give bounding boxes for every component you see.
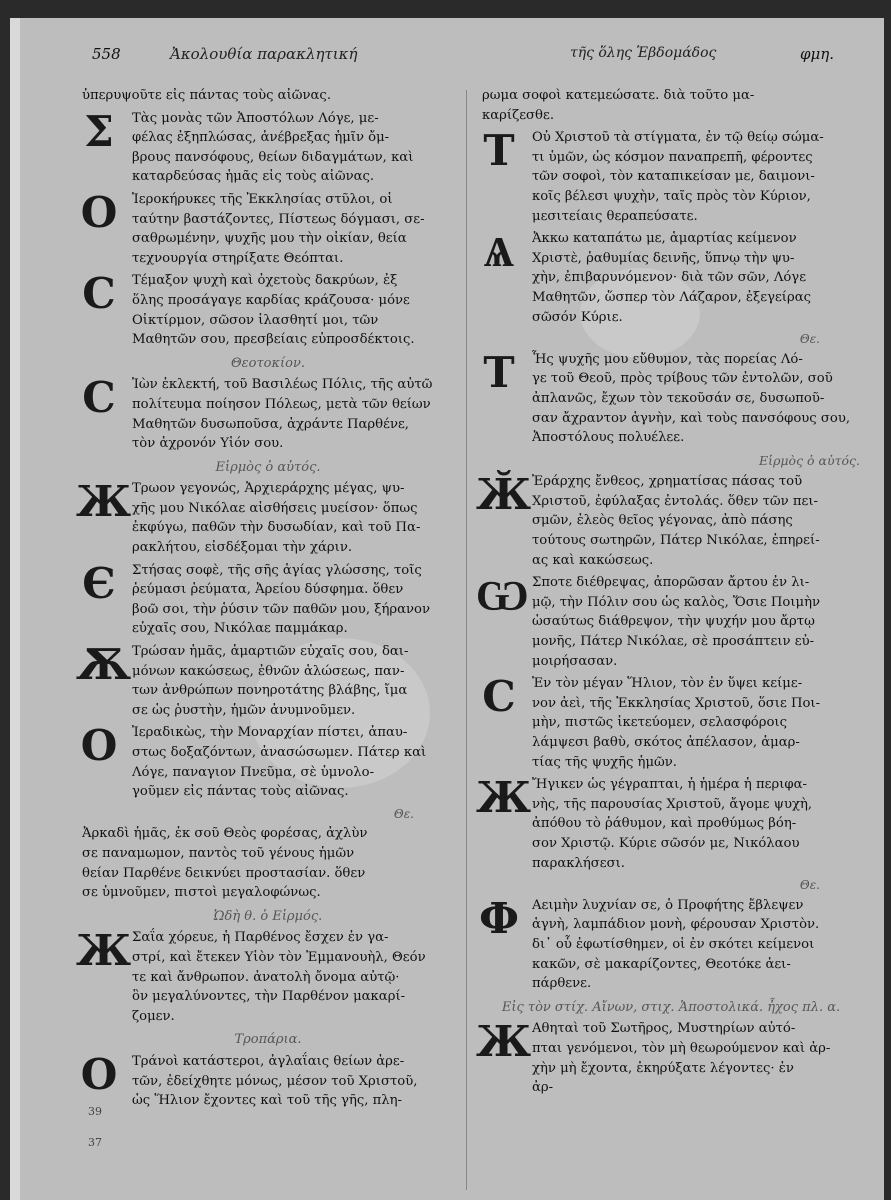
text-line: Ἤγικεν ὡς γέγραπται, ἡ ἡμέρα ἡ περιφα-	[532, 777, 807, 793]
text-line: θείαν Παρθένε δεικνύει προστασίαν. ὅθεν	[82, 865, 366, 881]
section-heading: Ὠδὴ θ. ὁ Εἱρμός.	[213, 908, 323, 924]
text-line: κοῖς βέλεσι ψυχὴν, ταῖς πρὸς τὸν Κύριον,	[532, 188, 811, 204]
page-number-left: 558	[92, 45, 121, 63]
text-line: τεχνουργία στηρίξατε Θεόπται.	[132, 250, 344, 266]
text-line: Λόγε, παναγιον Πνεῦμα, σὲ ὑμνολο-	[132, 764, 375, 780]
text-line: σῶσόν Κύριε.	[532, 309, 623, 325]
theotokion-marker: Θε.	[393, 806, 414, 821]
hymn-stanza	[482, 128, 860, 226]
text-line: ταύτην βαστάζοντες, Πίστεως δόγμασι, σε-	[132, 211, 425, 227]
text-line: παρακλήσεσι.	[532, 855, 625, 871]
text-line: στρί, καὶ ἔτεκεν Υἱὸν τὸν Ἐμμανουὴλ, Θεόν	[132, 949, 426, 965]
section-heading: Θεοτοκίον.	[231, 355, 305, 371]
drop-capital: Є	[82, 558, 116, 608]
text-line: σαν ἄχραντον ἁγνὴν, καὶ τοὺς πανσόφους σου,	[532, 410, 851, 426]
text-line: μοιρήσασαν.	[532, 653, 618, 669]
text-line: πται γενόμενοι, τὸν μὴ θεωρούμενον καὶ ἀρ-	[532, 1040, 831, 1056]
text-line: σε ὑμνοῦμεν, πιστοὶ μεγαλοφώνως.	[82, 885, 321, 901]
text-line: Στήσας σοφὲ, τῆς σῆς ἁγίας γλώσσης, τοῖς	[132, 562, 422, 578]
text-line: τι ὑμῶν, ὡς κόσμον παναπρεπῆ, φέροντες	[532, 149, 813, 165]
text-line: βρους πανσόφους, θείων διδαγμάτων, καὶ	[132, 149, 414, 165]
text-line: ὅλης προσάγαγε καρδίας κράζουσα· μόνε	[132, 292, 410, 308]
theotokion-marker: Θε.	[799, 332, 820, 347]
text-line: στως δοξαζόντων, ἀνασώσωμεν. Πάτερ καὶ	[132, 745, 427, 760]
text-line: Τρώσαν ἡμᾶς, ἁμαρτιῶν εὐχαῖς σου, δαι-	[132, 644, 409, 660]
text-line: Ἐν τὸν μέγαν Ἥλιον, τὸν ἐν ὕψει κείμε-	[532, 676, 803, 692]
theotokion-marker: Θε.	[799, 878, 820, 893]
text-line: Ἀποστόλους πολυέλεε.	[532, 430, 685, 446]
text-line: ζομεν.	[132, 1008, 175, 1024]
text-line: σον Χριστῷ. Κύριε σῶσόν με, Νικόλαου	[532, 835, 800, 851]
text-line: καρίζεσθε.	[482, 107, 555, 123]
margin-note: 39	[88, 1105, 102, 1118]
text-line: Χριστοῦ, ἐφύλαξας ἐντολάς. ὅθεν τῶν πει-	[532, 493, 818, 509]
text-line: ῥεύμασι ῥεύματα, Ἀρείου δύσφημα. ὅθεν	[132, 582, 404, 598]
drop-capital: Ϲ	[82, 269, 116, 319]
text-line: τίας τῆς ψυχῆς ἡμῶν.	[532, 754, 677, 770]
text-line: Σαΐα χόρευε, ἡ Παρθένος ἔσχεν ἐν γα-	[132, 930, 389, 946]
text-line: Οἰκτίρμον, σῶσον ἱλασθητί μοι, τῶν	[132, 312, 379, 328]
drop-capital: Ϲ	[482, 672, 516, 722]
text-line: Ἀκκω καταπάτω με, ἁμαρτίας κείμενον	[532, 231, 797, 247]
text-line: σαθρωμένην, ψυχῆς μου τὴν οἰκίαν, θεία	[132, 231, 407, 247]
text-line: Μαθητῶν, ὥσπερ τὸν Λάζαρον, ἐξεγείρας	[532, 289, 812, 305]
margin-note: 37	[88, 1136, 102, 1149]
page-number-right: φμη.	[800, 45, 835, 63]
text-line: Σποτε διέθρεψας, ἀπορῶσαν ἄρτου ἐν λι-	[532, 575, 810, 591]
text-line: τὸν ἀχρονόν Υἱόν σου.	[132, 436, 284, 452]
hymn-stanza	[80, 187, 454, 268]
text-line: γοῦμεν εἰς πάντας τοὺς αἰῶνας.	[132, 784, 349, 800]
page-header	[0, 45, 891, 75]
text-line: Τέμαξον ψυχὴ καὶ ὀχετοὺς δακρύων, ἐξ	[132, 273, 398, 289]
drop-capital: Ο	[80, 187, 118, 237]
section-heading: Εἰς τὸν στίχ. Αἴνων, στιχ. Ἀποστολικά. ἦχος πλ. α.	[501, 999, 841, 1015]
text-line: ὡς Ἥλιον ἔχοντες καὶ τοῦ τῆς γῆς, πλη-	[132, 1093, 402, 1109]
drop-capital: Ѧ	[483, 227, 515, 277]
drop-capital: Ϲ	[82, 373, 116, 423]
text-line: ὃν μεγαλύνοντες, τὴν Παρθένον μακαρί-	[132, 989, 406, 1005]
text-line: μῷ, τὴν Πόλιν σου ὡς καλὸς, Ὅσιε Ποιμὴν	[532, 594, 820, 610]
text-line: πάρθενε.	[532, 976, 592, 992]
drop-capital: Τ	[483, 347, 515, 397]
text-line: Αειμὴν λυχνίαν σε, ὁ Προφήτης ἔβλεψεν	[532, 897, 804, 913]
hymn-stanza	[482, 347, 860, 448]
text-line: Αθηταὶ τοῦ Σωτῆρος, Μυστηρίων αὐτό-	[532, 1021, 796, 1037]
hymn-stanza	[76, 926, 454, 1026]
drop-capital: Σ	[84, 106, 114, 156]
text-line: Ἰὼν ἐκλεκτή, τοῦ Βασιλέως Πόλις, τῆς αὐτῶ	[132, 377, 433, 393]
hymn-stanza	[476, 571, 860, 671]
running-title-left: Ἀκολουθία παρακλητική	[170, 45, 358, 63]
text-line: Ἱεροκήρυκες τῆς Ἐκκλησίας στῦλοι, οἱ	[132, 191, 393, 207]
hymn-stanza	[82, 106, 454, 187]
drop-capital: Ж	[76, 926, 132, 976]
drop-capital: Ж	[476, 1017, 532, 1067]
hymn-stanza	[482, 674, 860, 772]
text-line: νὴς, τῆς παρουσίας Χριστοῦ, ἄγομε ψυχὴ,	[532, 796, 813, 812]
hymn-stanza	[482, 229, 860, 327]
text-line: ὑπερυψοῦτε εἰς πάντας τοὺς αἰῶνας.	[82, 88, 332, 103]
text-line: μόνων κακώσεως, ἐθνῶν ἁλώσεως, παν-	[132, 663, 405, 679]
text-line: Μαθητῶν δυσωποῦσα, ἀχράντε Παρθένε,	[132, 416, 409, 432]
drop-capital: Ж	[76, 477, 132, 527]
text-line: γε τοῦ Θεοῦ, πρὸς τρίβους τῶν ἐντολῶν, σοῦ	[532, 371, 833, 387]
text-line: καταρδεύσας ἡμᾶς εἰς τοὺς αἰῶνας.	[132, 169, 375, 185]
left-column	[76, 86, 454, 1114]
hymn-stanza	[476, 773, 860, 873]
text-line: Ἱεραδικὼς, τὴν Μοναρχίαν πίστει, ἀπαυ-	[132, 725, 408, 741]
text-line: τῶν, ἐδείχθητε μόνως, μέσον τοῦ Χριστοῦ,	[132, 1073, 418, 1089]
text-line: Χριστὲ, ῥαθυμίας δεινῆς, ὕπνῳ τὴν ψυ-	[532, 250, 795, 266]
text-line: εὐχαῖς σου, Νικόλαε παμμάκαρ.	[132, 621, 348, 637]
drop-capital: Ο	[80, 1049, 118, 1099]
drop-capital: Ο	[80, 721, 118, 771]
drop-capital: Ж	[476, 773, 532, 823]
text-line: σε ὡς ῥυστὴν, ἡμῶν ἀνυμνοῦμεν.	[132, 702, 356, 718]
text-line: τε καὶ ἄνθρωπον. ἀνατολὴ ὄνομα αὐτῷ·	[132, 969, 400, 985]
hymn-stanza	[476, 470, 860, 570]
text-line: ρακλήτου, εἰσδέξομαι τὴν χάριν.	[132, 540, 353, 556]
running-title-right: τῆς ὅλης Ἑβδομάδος	[570, 45, 717, 61]
text-line: ἐκφύγω, παθῶν τὴν δυσωδίαν, καὶ τοῦ Πα-	[132, 520, 421, 536]
hymn-stanza	[82, 558, 454, 639]
text-line: Ἐράρχης ἔνθεος, χρηματίσας πάσας τοῦ	[532, 474, 803, 490]
hymn-stanza	[76, 477, 454, 557]
text-line: Ἧς ψυχῆς μου εὔθυμον, τὰς πορείας Λό-	[532, 351, 803, 367]
text-line: μὴν, πιστῶς ἱκετεύομεν, σελασφόροις	[532, 715, 787, 731]
hymn-stanza	[482, 86, 860, 125]
hymn-stanza	[80, 1049, 454, 1111]
hymn-stanza	[82, 824, 454, 902]
text-line: χὴν μὴ ἔχοντα, ἐκηρύξατε λέγοντες· ἐν	[532, 1060, 794, 1076]
drop-capital: Ӂ	[476, 470, 532, 520]
text-line: ρωμα σοφοὶ κατεμεώσατε. διὰ τοῦτο μα-	[482, 88, 755, 103]
hymn-stanza	[82, 271, 454, 349]
text-line: ἀπλανῶς, ἔχων τὸν τεκοῦσάν σε, δυσωποῦ-	[532, 390, 825, 406]
drop-capital: Ѡ	[476, 571, 529, 621]
text-line: μεσιτείαις θεραπεύσατε.	[532, 208, 698, 224]
drop-capital: Ф	[479, 893, 519, 943]
hymn-stanza	[82, 375, 454, 453]
text-line: βοῶ σοι, τὴν ῥύσιν τῶν παθῶν μου, ξήρανον	[132, 601, 431, 617]
text-line: σμῶν, ἐλεὸς θεῖος γέγονας, ἀπὸ πάσης	[532, 513, 793, 529]
text-line: Οὐ Χριστοῦ τὰ στίγματα, ἐν τῷ θείῳ σώμα-	[532, 130, 824, 146]
text-line: λάμψεσι βαθὺ, σκότος ἀπέλασον, ἁμαρ-	[532, 735, 800, 750]
text-line: νον ἀεὶ, τῆς Ἐκκλησίας Χριστοῦ, ὅσιε Ποι-	[532, 695, 821, 711]
text-line: μονῆς, Πάτερ Νικόλαε, σὲ προσάπτειν εὐ-	[532, 634, 815, 650]
hymn-stanza	[476, 1017, 860, 1097]
section-heading: Εἱρμὸς ὁ αὐτός.	[215, 459, 321, 475]
column-divider	[466, 90, 467, 1190]
text-line: ας καὶ κακώσεως.	[532, 552, 654, 568]
text-line: Ἀρκαδὶ ἡμᾶς, ἐκ σοῦ Θεὸς φορέσας, ἀχλὺν	[82, 826, 368, 842]
text-line: τούτους σωτηρῶν, Πάτερ Νικόλαε, ἐπηρεί-	[532, 533, 820, 549]
text-line: φέλας ἐξηπλώσας, ἀνέβρεξας ἡμῖν ὄμ-	[132, 130, 390, 146]
text-line: τῶν σοφοὶ, τὸν καταπικείσαν με, δαιμονι-	[532, 169, 815, 185]
text-line: δι᾽ οὗ ἐφωτίσθημεν, οἱ ἐν σκότει κείμενοι	[532, 936, 815, 952]
text-line: σε παναμωμον, παντὸς τοῦ γένους ἡμῶν	[82, 845, 355, 861]
section-heading: Τροπάρια.	[234, 1032, 302, 1048]
section-heading: Εἱρμὸς ὁ αὐτός.	[759, 452, 860, 468]
right-column	[476, 86, 860, 1101]
hymn-stanza	[82, 723, 454, 801]
text-line: ὡσαύτως διάθρεψον, τὴν ψυχήν μου ἄρτῳ	[532, 614, 815, 630]
text-line: ἀπόθου τὸ ῥάθυμον, καὶ προθύμως βόη-	[532, 816, 797, 832]
text-line: Τράνοὶ κατάστεροι, ἀγλαΐαις θείων ἀρε-	[132, 1053, 405, 1069]
text-line: πολίτευμα ποίησον Πόλεως, μετὰ τῶν θείων	[132, 396, 431, 412]
text-line: ἁγνὴ, λαμπάδιον μονὴ, φέρουσαν Χριστὸν.	[532, 917, 820, 933]
text-line: Μαθητῶν σου, πρεσβείαις εὐπροσδέκτοις.	[132, 332, 415, 348]
text-line: των ἀνθρώπων πονηροτάτης βλάβης, ἴμα	[132, 683, 408, 699]
text-line: Τὰς μονὰς τῶν Ἀποστόλων Λόγε, με-	[132, 110, 379, 126]
text-line: Τρωον γεγονώς, Ἀρχιεράρχης μέγας, ψυ-	[132, 481, 405, 497]
text-line: χῆς μου Νικόλαε αἰσθήσεις μυείσον· ὅπως	[132, 500, 418, 516]
text-line: χὴν, ἐπιβαρυνόμενον· διὰ τῶν σῶν, Λόγε	[532, 270, 807, 286]
text-line: κακῶν, σὲ μακαρίζοντες, Θεοτόκε ἀει-	[532, 956, 791, 972]
drop-capital: Τ	[483, 126, 515, 176]
hymn-stanza	[479, 893, 860, 994]
hymn-stanza	[76, 640, 454, 720]
hymn-stanza	[82, 86, 454, 106]
text-line: ἀρ-	[532, 1080, 554, 1096]
drop-capital: Ѫ	[76, 640, 132, 690]
